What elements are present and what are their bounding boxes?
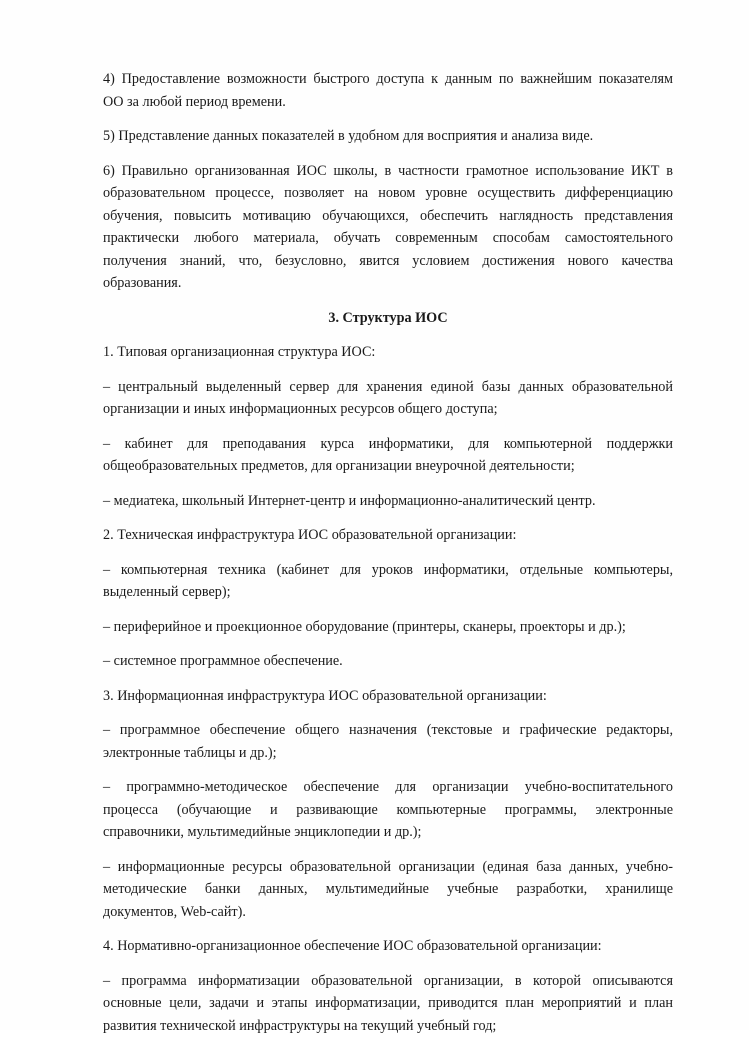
text-line: 4. Нормативно-организационное обеспечение ИОС образовательной организации: — [103, 938, 602, 954]
text-line: – кабинет для преподавания курса информатики, для компьютерной поддержки — [103, 435, 673, 452]
text-line: методические банки данных, мультимедийные учебные разработки, хранилище — [103, 881, 673, 897]
paragraph — [103, 685, 673, 708]
paragraph — [103, 719, 673, 764]
text-line: 5) Представление данных показателей в удобном для восприятия и анализа виде. — [103, 128, 594, 144]
paragraph — [103, 490, 673, 513]
text-line: процесса (обучающие и развивающие компьютерные программы, электронные — [103, 801, 673, 818]
section-heading: 3. Структура ИОС — [328, 309, 448, 326]
text-line: 4) Предоставление возможности быстрого доступа к данным по важнейшим показателям — [103, 71, 673, 87]
text-line: развития технической инфраструктуры на текущий учебный год; — [103, 1017, 497, 1034]
text-line: 3. Информационная инфраструктура ИОС образовательной организации: — [103, 687, 547, 704]
paragraph — [103, 433, 673, 478]
text-line: – системное программное обеспечение. — [103, 653, 343, 669]
text-line: 6) Правильно организованная ИОС школы, в частности грамотное использование ИКТ в — [103, 162, 673, 179]
paragraph — [103, 559, 673, 604]
text-line: образования. — [103, 275, 182, 291]
text-line: выделенный сервер); — [103, 584, 231, 600]
text-line: ОО за любой период времени. — [103, 93, 286, 110]
text-line: – программно-методическое обеспечение для организации учебно-воспитательного — [103, 779, 673, 795]
text-line: – компьютерная техника (кабинет для уроков информатики, отдельные компьютеры, — [103, 561, 673, 578]
paragraph — [103, 160, 673, 295]
text-line: – информационные ресурсы образовательной организации (единая база данных, учебно- — [103, 858, 673, 875]
text-line: – медиатека, школьный Интернет-центр и информационно-аналитический центр. — [103, 492, 596, 509]
text-line: – программа информатизации образовательной организации, в которой описываются — [103, 972, 673, 989]
text-line: организации и иных информационных ресурсов общего доступа; — [103, 401, 498, 417]
paragraph — [103, 68, 673, 113]
paragraph — [103, 856, 673, 924]
paragraph — [103, 970, 673, 1038]
paragraph — [103, 125, 673, 148]
text-line: – периферийное и проекционное оборудование (принтеры, сканеры, проекторы и др.); — [103, 618, 626, 635]
text-line: – программное обеспечение общего назначения (текстовые и графические редакторы, — [103, 722, 673, 738]
paragraph — [103, 650, 673, 673]
text-line: практически любого материала, обучать современным способам самостоятельного — [103, 230, 673, 246]
text-line: образовательном процессе, позволяет на новом уровне осуществить дифференциацию — [103, 185, 673, 201]
text-line: 1. Типовая организационная структура ИОС: — [103, 344, 376, 360]
document-body — [103, 68, 673, 1049]
paragraph — [103, 524, 673, 547]
paragraph — [103, 376, 673, 421]
paragraph — [103, 776, 673, 844]
text-line: основные цели, задачи и этапы информатизации, приводится план мероприятий и план — [103, 995, 673, 1011]
paragraph — [103, 341, 673, 364]
text-line: – центральный выделенный сервер для хранения единой базы данных образовательной — [103, 378, 673, 395]
text-line: документов, Web-сайт). — [103, 903, 246, 920]
text-line: общеобразовательных предметов, для организации внеурочной деятельности; — [103, 458, 575, 474]
text-line: получения знаний, что, безусловно, явится условием достижения нового качества — [103, 252, 673, 269]
paragraph — [103, 616, 673, 639]
text-line: справочники, мультимедийные энциклопедии и др.); — [103, 824, 422, 840]
text-line: 2. Техническая инфраструктура ИОС образовательной организации: — [103, 527, 517, 543]
text-line: обучения, повысить мотивацию обучающихся, обеспечить наглядность представления — [103, 207, 673, 224]
paragraph — [103, 935, 673, 958]
text-line: электронные таблицы и др.); — [103, 744, 277, 761]
